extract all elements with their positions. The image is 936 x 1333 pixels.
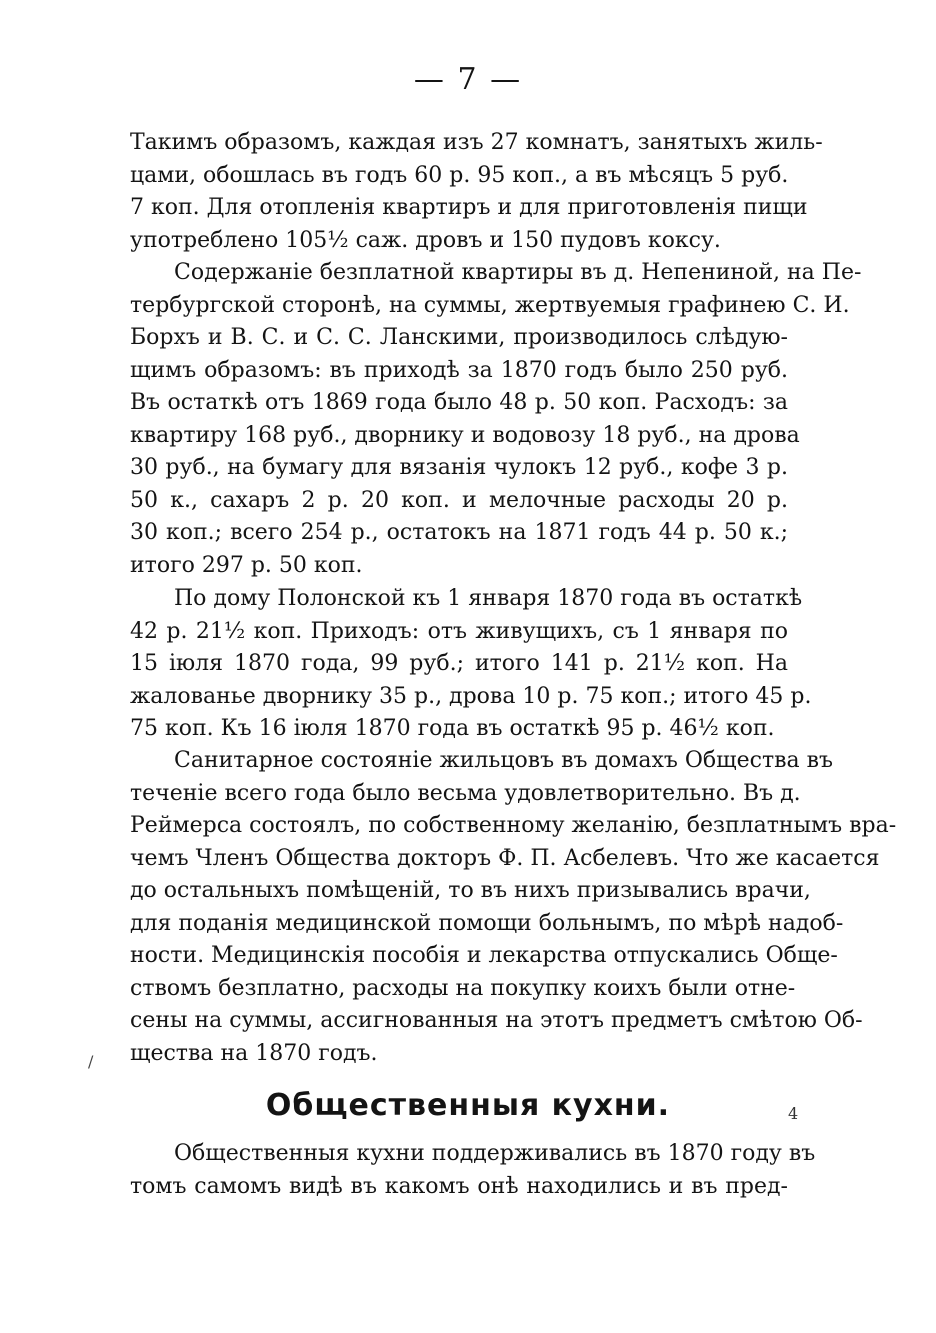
text-line: итого 297 р. 50 коп. — [130, 552, 363, 578]
paragraph-3 — [130, 583, 812, 746]
paragraph-2 — [130, 257, 862, 582]
text-line: до остальныхъ помѣщеній, то въ нихъ призывались врачи, — [130, 878, 811, 903]
paragraph-1 — [130, 127, 823, 257]
text-line: сены на суммы, ассигнованныя на этотъ предметъ смѣтою Об- — [130, 1008, 863, 1033]
text-line: 75 коп. Къ 16 іюля 1870 года въ остаткѣ 95 р. 46½ коп. — [130, 716, 775, 741]
text-line: ствомъ безплатно, расходы на покупку коихъ были отне- — [130, 975, 796, 1001]
text-line: Содержаніе безплатной квартиры въ д. Непениной, на Пе- — [174, 260, 862, 285]
text-line: 7 коп. Для отопленія квартиръ и для приготовленія пищи — [130, 195, 808, 220]
text-line: Борхъ и В. С. и С. С. Ланскими, производилось слѣдую- — [130, 325, 788, 350]
text-line: чемъ Членъ Общества докторъ Ф. П. Асбелевъ. Что же касается — [130, 845, 880, 871]
text-line: 42 р. 21½ коп. Приходъ: отъ живущихъ, съ 1 января по — [130, 618, 788, 644]
page-number: — 7 — — [413, 62, 523, 97]
margin-mark: 4 — [788, 1104, 799, 1123]
text-line: 30 коп.; всего 254 р., остатокъ на 1871 годъ 44 р. 50 к.; — [130, 520, 788, 545]
text-line: 50 к., сахаръ 2 р. 20 коп. и мелочные расходы 20 р. — [130, 487, 788, 513]
margin-mark: / — [88, 1052, 94, 1071]
text-line: 15 іюля 1870 года, 99 руб.; итого 141 р. 21½ коп. На — [130, 651, 788, 676]
text-line: щества на 1870 годъ. — [130, 1040, 378, 1066]
text-line: употреблено 105½ саж. дровъ и 150 пудовъ коксу. — [130, 227, 721, 253]
text-line: Реймерса состоялъ, по собственному желанію, безплатнымъ вра- — [130, 813, 897, 838]
text-line: Санитарное состояніе жильцовъ въ домахъ Общества въ — [174, 748, 834, 773]
paragraph-4 — [130, 745, 897, 1070]
text-line: теченіе всего года было весьма удовлетворительно. Въ д. — [130, 780, 801, 806]
text-line: жалованье дворнику 35 р., дрова 10 р. 75 коп.; итого 45 р. — [130, 683, 812, 709]
text-line: томъ самомъ видѣ въ какомъ онѣ находились и въ пред- — [130, 1173, 788, 1199]
text-line: для поданія медицинской помощи больнымъ, по мѣрѣ надоб- — [130, 910, 844, 936]
text-line: щимъ образомъ: въ приходѣ за 1870 годъ было 250 руб. — [130, 357, 788, 383]
text-line: ности. Медицинскія пособія и лекарства отпускались Обще- — [130, 943, 838, 968]
text-line: 30 руб., на бумагу для вязанія чулокъ 12 руб., кофе 3 р. — [130, 455, 788, 480]
text-line: Такимъ образомъ, каждая изъ 27 комнатъ, занятыхъ жиль- — [130, 130, 823, 155]
text-line: квартиру 168 руб., дворнику и водовозу 18 руб., на дрова — [130, 422, 800, 448]
paragraph-5 — [130, 1138, 816, 1203]
text-line: Въ остаткѣ отъ 1869 года было 48 р. 50 коп. Расходъ: за — [130, 390, 788, 415]
text-line: По дому Полонской къ 1 января 1870 года въ остаткѣ — [174, 586, 803, 611]
section-heading: Общественныя кухни. — [265, 1088, 671, 1123]
text-line: тербургской сторонѣ, на суммы, жертвуемыя графинею С. И. — [130, 292, 850, 318]
text-line: Общественныя кухни поддерживались въ 1870 году въ — [174, 1141, 816, 1166]
text-line: цами, обошлась въ годъ 60 р. 95 коп., а въ мѣсяцъ 5 руб. — [130, 162, 789, 188]
